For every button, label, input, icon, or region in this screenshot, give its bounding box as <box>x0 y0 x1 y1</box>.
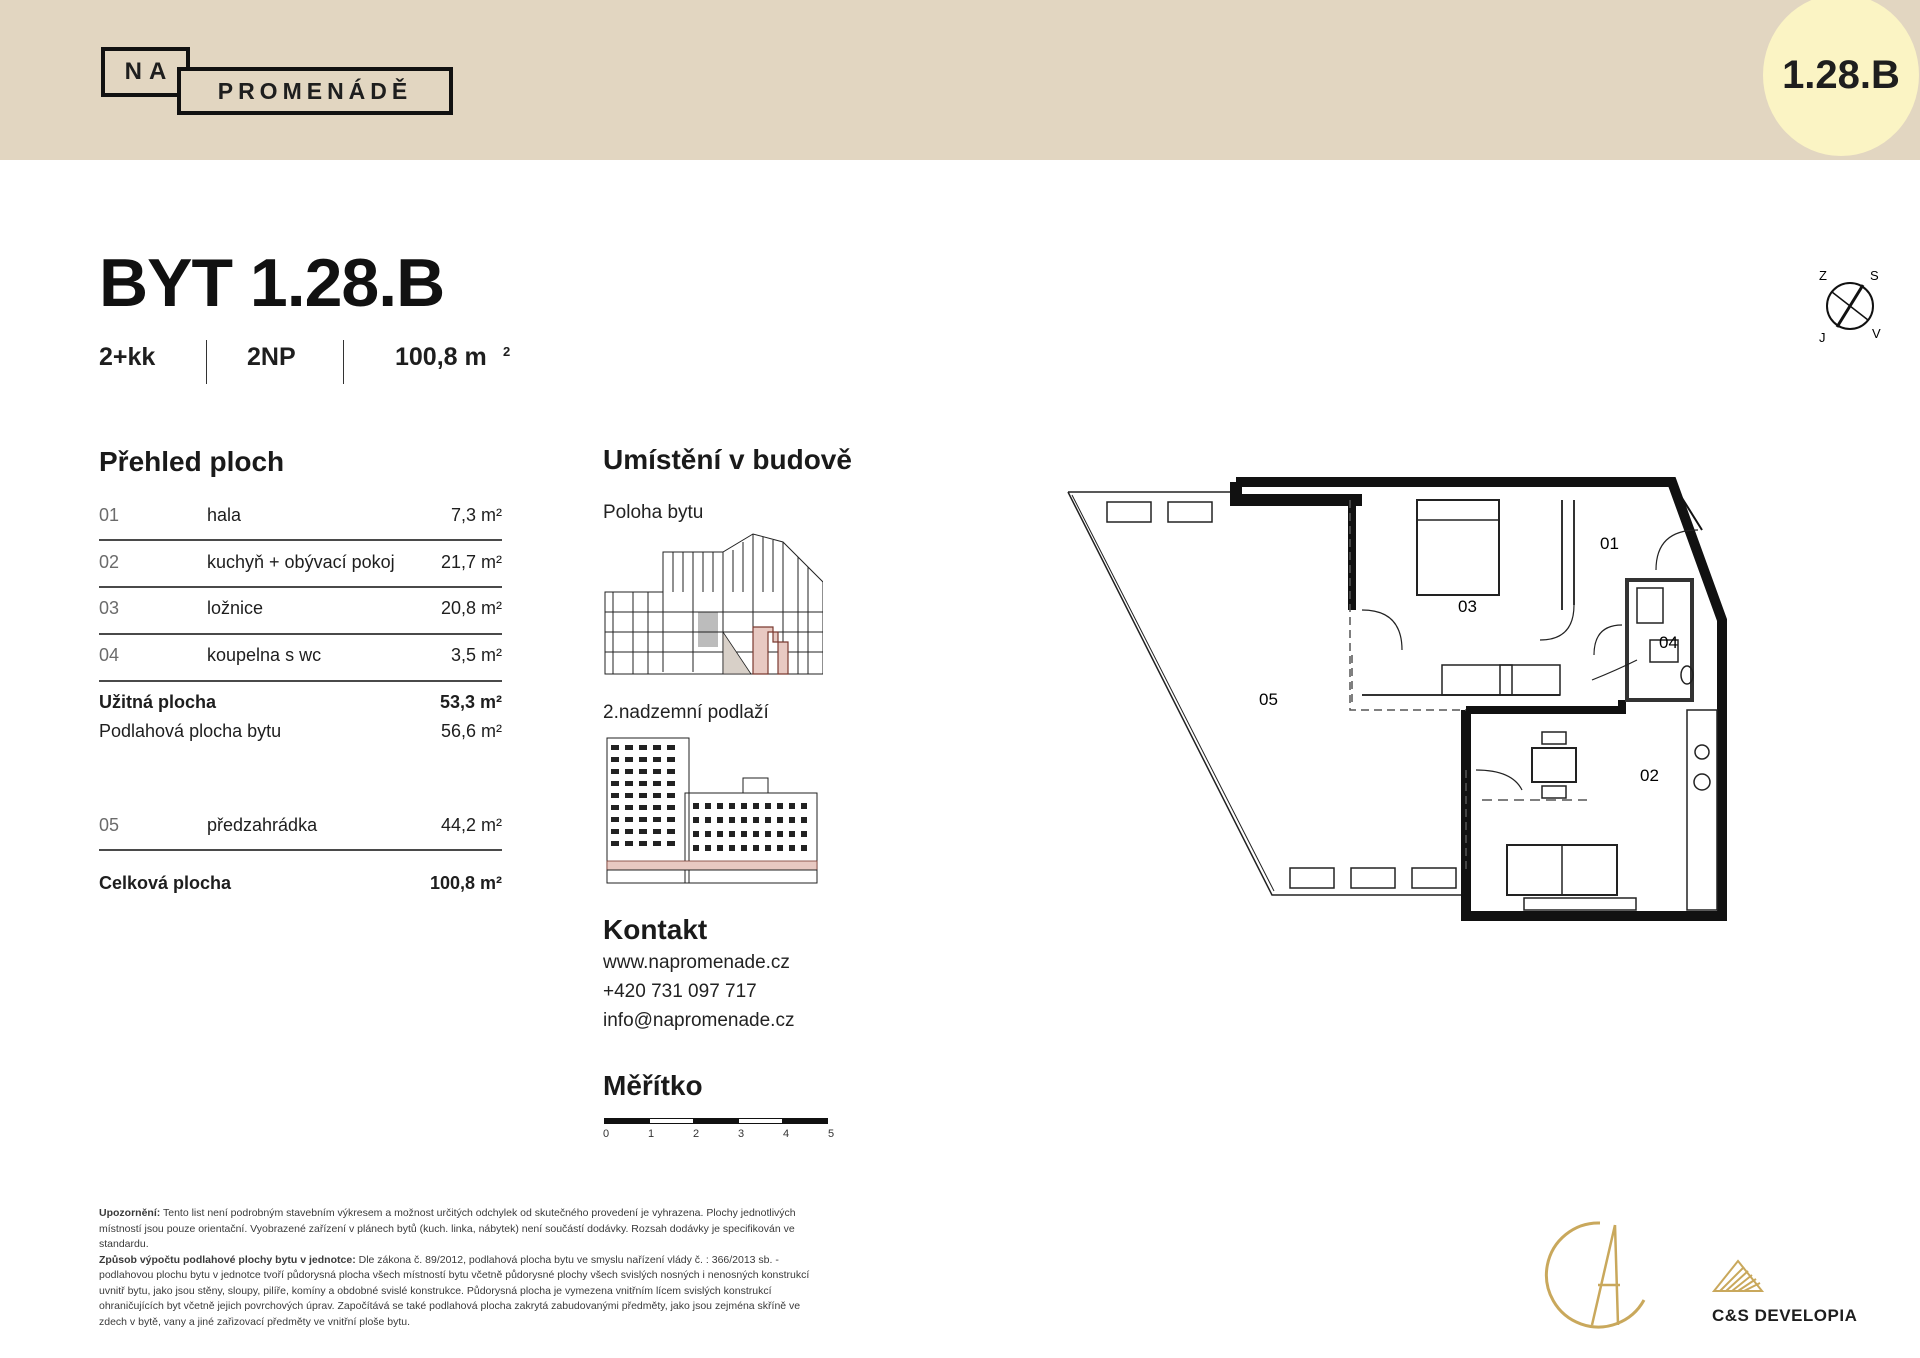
area-superscript: 2 <box>503 344 511 359</box>
room-label: předzahrádka <box>207 815 318 835</box>
compass-label-v: V <box>1872 326 1881 341</box>
contact-heading: Kontakt <box>603 914 708 945</box>
row-divider <box>99 586 502 588</box>
scale-tick: 4 <box>783 1128 790 1140</box>
floor-highlight <box>607 861 817 870</box>
room-area: 20,8 m² <box>440 598 502 618</box>
scale-tick: 1 <box>648 1128 655 1140</box>
plan-label-01: 01 <box>1600 534 1619 553</box>
total-area-value: 100,8 m² <box>429 873 502 893</box>
usable-area-label: Užitná plocha <box>99 692 217 712</box>
meta-divider <box>206 340 207 384</box>
plan-label-03: 03 <box>1458 597 1477 616</box>
disclaimer-p1-text: Tento list není podrobným stavebním výkresem a možnost určitých odchylek od skutečného provedení je vyhrazena. Plochy jednotlivých místností jsou pouze orientační. Vyobrazené zařízení v plánech bytů (kuch. linka, nábytek) není součástí dodávky. Rozsah dodávky je specifikován ve standardu. <box>99 1207 796 1250</box>
apartment-badge: 1.28.B <box>1763 0 1919 156</box>
room-area: 3,5 m² <box>450 645 502 665</box>
room-number: 04 <box>99 645 120 665</box>
layout-type: 2+kk <box>99 343 156 371</box>
logo-promenade-text: PROMENÁDĚ <box>217 78 413 104</box>
room-label: koupelna s wc <box>207 645 322 665</box>
compass-label-j: J <box>1819 330 1826 344</box>
contact-email-link[interactable]: info@napromenade.cz <box>603 1010 795 1031</box>
scale-heading: Měřítko <box>603 1070 703 1101</box>
scale-tick: 5 <box>828 1128 835 1140</box>
floor-position-thumbnail <box>603 532 823 677</box>
location-heading: Umístění v budově <box>603 444 852 475</box>
row-divider <box>99 633 502 635</box>
cs-monogram-logo <box>1540 1215 1650 1335</box>
plan-label-04: 04 <box>1659 633 1678 652</box>
room-number: 02 <box>99 552 120 572</box>
meta-divider <box>343 340 344 384</box>
contact-phone[interactable]: +420 731 097 717 <box>603 981 757 1002</box>
usable-area-value: 53,3 m² <box>439 692 502 712</box>
floor-area-label: Podlahová plocha bytu <box>99 721 282 741</box>
developia-logo-icon <box>1710 1255 1766 1295</box>
areas-heading: Přehled ploch <box>99 446 285 477</box>
building-elevation-thumbnail <box>603 733 823 885</box>
floor-area-value: 56,6 m² <box>440 721 502 741</box>
position-label: Poloha bytu <box>603 502 704 523</box>
scale-bar <box>604 1118 828 1124</box>
disclaimer-p2-title: Způsob výpočtu podlahové plochy bytu v jednotce: <box>99 1253 356 1266</box>
floor-level: 2NP <box>247 343 296 371</box>
plan-label-02: 02 <box>1640 766 1659 785</box>
room-number: 03 <box>99 598 120 618</box>
scale-tick: 3 <box>738 1128 745 1140</box>
floor-plan <box>1062 470 1732 930</box>
disclaimer-p1-title: Upozornění: <box>99 1207 161 1219</box>
scale-tick: 0 <box>603 1128 610 1140</box>
plan-label-05: 05 <box>1259 690 1278 709</box>
room-label: hala <box>207 505 242 525</box>
room-area: 44,2 m² <box>440 815 502 835</box>
floor-label: 2.nadzemní podlaží <box>603 702 769 723</box>
compass-icon <box>1810 264 1882 344</box>
disclaimer-p2-text: Dle zákona č. 89/2012, podlahová plocha bytu ve smyslu nařízení vlády č. : 366/2013 sb. - podlahovou plochu bytu v jednotce tvoří půdorysná plocha všech místností bytu včetně půdorysné plochy všech svislých nosných i nenosných konstrukcí uvnitř bytu, jako jsou stěny, sloupy, pilíře, komíny a obdobné svislé konstrukce. Půdorysná plocha je vymezena vnitřním lícem svislých konstrukcí ohraničujících byt včetně jejich povrchových úprav. Započítává se také podlahová plocha zakrytá zabudovanými předměty, jako jsou zejména skříně ve zdech v bytě, vany a jiné zařizovací předměty ve vnitřní ploše bytu. <box>99 1253 810 1328</box>
total-area-header: 100,8 m <box>395 343 487 371</box>
logo-promenade-box <box>177 67 453 115</box>
page-title: BYT 1.28.B <box>99 245 445 321</box>
room-label: kuchyň + obývací pokoj <box>207 552 395 572</box>
room-number: 05 <box>99 815 120 835</box>
room-label: ložnice <box>207 598 264 618</box>
room-area: 21,7 m² <box>440 552 502 572</box>
room-number: 01 <box>99 505 120 525</box>
row-divider <box>99 680 502 682</box>
developer-name: C&S DEVELOPIA <box>1712 1306 1858 1325</box>
compass-label-s: S <box>1870 268 1879 283</box>
room-area: 7,3 m² <box>450 505 502 525</box>
scale-tick: 2 <box>693 1128 700 1140</box>
row-divider <box>99 849 502 851</box>
total-area-label: Celková plocha <box>99 873 232 893</box>
compass-label-z: Z <box>1819 268 1827 283</box>
contact-web-link[interactable]: www.napromenade.cz <box>603 952 790 973</box>
disclaimer <box>99 1206 824 1330</box>
logo-na-text: NA <box>124 58 174 85</box>
row-divider <box>99 539 502 541</box>
